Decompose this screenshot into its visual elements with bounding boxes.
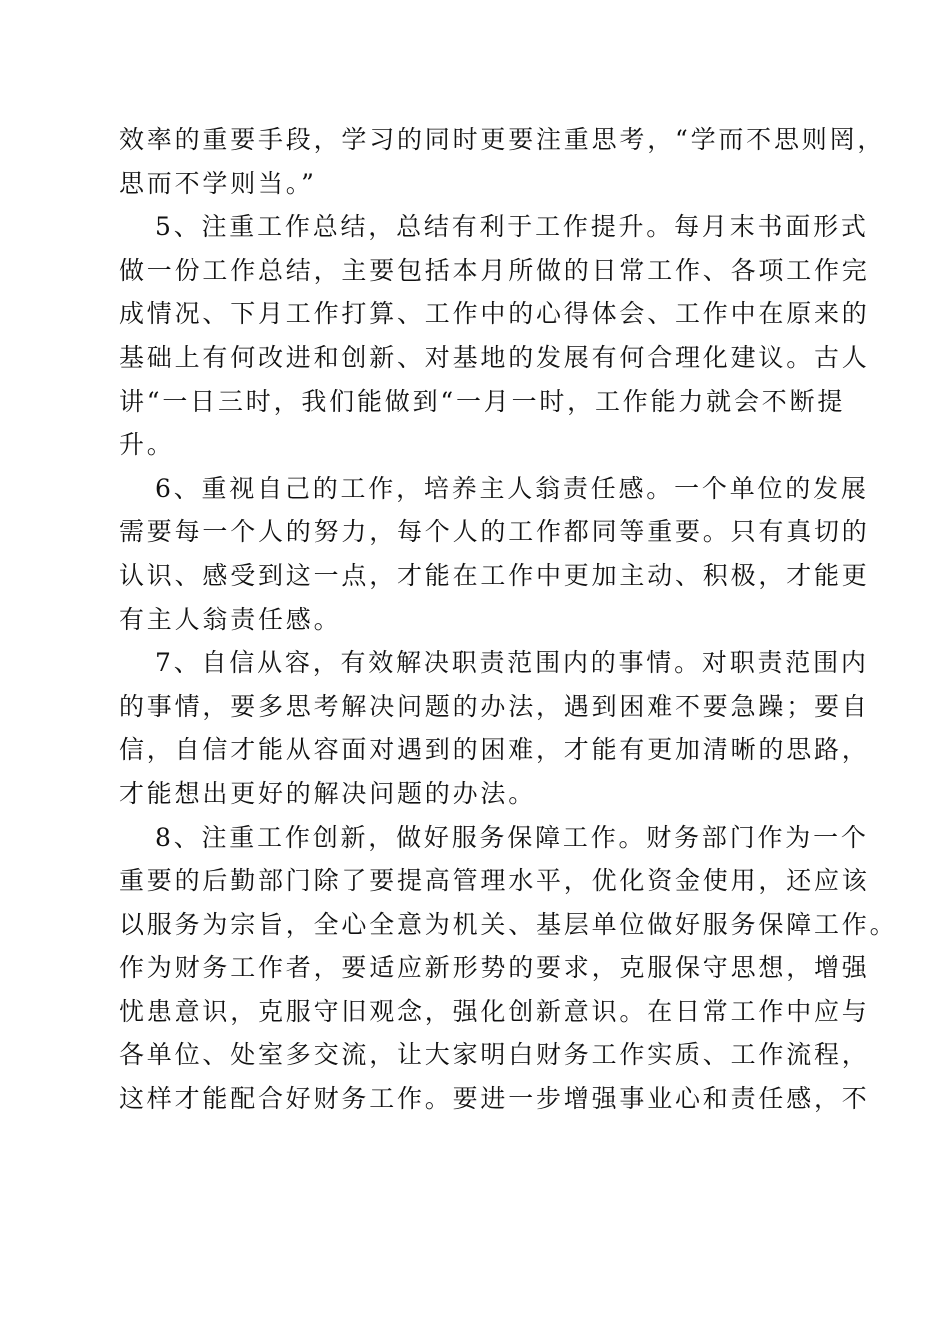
text-line: 基础上有何改进和创新、对基地的发展有何合理化建议。古人 <box>119 342 870 372</box>
text-line: 需要每一个人的努力，每个人的工作都同等重要。只有真切的 <box>119 517 870 547</box>
text-line: 认识、感受到这一点，才能在工作中更加主动、积极，才能更 <box>119 560 870 590</box>
text-line: 讲“一日三时，我们能做到“一月一时，工作能力就会不断提 <box>119 386 846 416</box>
text-line: 以服务为宗旨，全心全意为机关、基层单位做好服务保障工作。 <box>119 909 898 939</box>
text-line: 有主人翁责任感。 <box>119 604 342 634</box>
paragraph-7-heading-line: 7、自信从容，有效解决职责范围内的事情。对职责范围内 <box>155 648 869 678</box>
text-line: 升。 <box>119 430 175 460</box>
paragraph-6-heading-line: 6、重视自己的工作，培养主人翁责任感。一个单位的发展 <box>155 473 869 503</box>
text-line: 作为财务工作者，要适应新形势的要求，克服保守思想，增强 <box>119 953 870 983</box>
text-line: 信，自信才能从容面对遇到的困难，才能有更加清晰的思路， <box>119 735 870 765</box>
paragraph-5-heading-line: 5、注重工作总结，总结有利于工作提升。每月末书面形式 <box>155 212 869 242</box>
text-line: 做一份工作总结，主要包括本月所做的日常工作、各项工作完 <box>119 255 870 285</box>
text-line: 成情况、下月工作打算、工作中的心得体会、工作中在原来的 <box>119 299 870 329</box>
text-line: 思而不学则当。” <box>119 168 317 198</box>
document-body <box>119 118 898 1121</box>
paragraph-8-heading-line: 8、注重工作创新，做好服务保障工作。财务部门作为一个 <box>155 822 869 852</box>
text-line: 才能想出更好的解决问题的办法。 <box>119 778 537 808</box>
text-line: 各单位、处室多交流，让大家明白财务工作实质、工作流程， <box>119 1040 870 1070</box>
text-line: 的事情，要多思考解决问题的办法，遇到困难不要急躁；要自 <box>119 691 870 721</box>
text-line: 重要的后勤部门除了要提高管理水平，优化资金使用，还应该 <box>119 866 870 896</box>
text-line: 效率的重要手段，学习的同时更要注重思考，“学而不思则罔， <box>119 125 886 154</box>
text-line: 忧患意识，克服守旧观念，强化创新意识。在日常工作中应与 <box>119 996 870 1026</box>
text-line: 这样才能配合好财务工作。要进一步增强事业心和责任感，不 <box>119 1084 870 1114</box>
